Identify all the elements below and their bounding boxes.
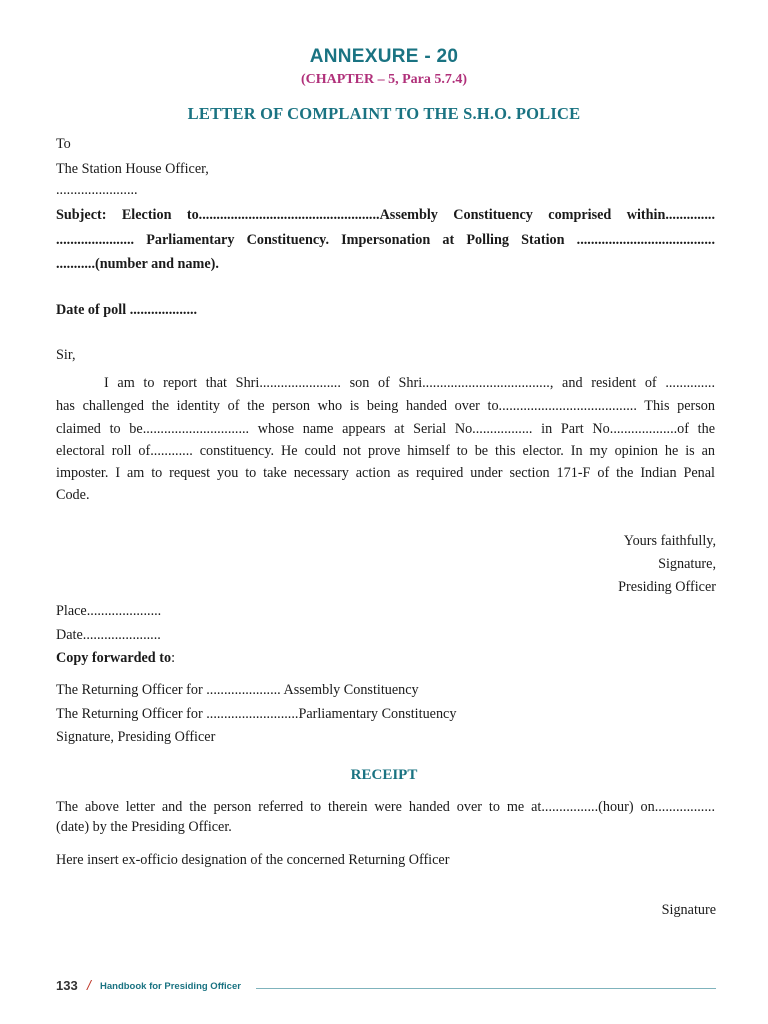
receipt-title: RECEIPT — [350, 767, 418, 783]
footer-divider — [256, 988, 716, 989]
place-field: Place..................... — [56, 603, 162, 619]
closing-yours: Yours faithfully, — [623, 533, 716, 549]
body-line-3: claimed to be.............................. whose name appears at Serial No................. in Part No...................of the — [56, 421, 715, 437]
body-line-2: has challenged the identity of the person who is being handed over to....................................... This person — [56, 398, 715, 414]
body-line-4: electoral roll of............ constituency. He could not prove himself to be this elector. In my opinion he is an — [56, 443, 715, 459]
copy-forwarded-label: Copy forwarded to — [56, 650, 172, 666]
copy-forwarded-heading — [56, 650, 175, 667]
address-blank: ....................... — [56, 182, 138, 198]
body-line-1: I am to report that Shri....................... son of Shri...................................., and resident of .............. — [104, 375, 715, 391]
footer-book-title: Handbook for Presiding Officer — [100, 981, 241, 992]
salutation: Sir, — [56, 347, 76, 363]
footer-separator: / — [87, 977, 91, 993]
copy-forwarded-colon: : — [171, 650, 176, 666]
annexure-label: ANNEXURE - 20 — [309, 46, 459, 67]
date-field: Date...................... — [56, 627, 161, 643]
body-line-5: imposter. I am to request you to take necessary action as required under section 171-F of the Indian Penal — [56, 465, 715, 481]
subject-line-1: Subject: Election to...................................................Assembly Constituency comprised within.............. — [56, 207, 715, 223]
copy-line-3: Signature, Presiding Officer — [56, 729, 216, 745]
page-number: 133 — [56, 978, 78, 993]
address-officer: The Station House Officer, — [56, 161, 209, 177]
receipt-line-3: Here insert ex-officio designation of the concerned Returning Officer — [56, 852, 450, 868]
chapter-reference: (CHAPTER – 5, Para 5.7.4) — [300, 72, 468, 87]
receipt-signature: Signature — [661, 902, 716, 918]
page-title: LETTER OF COMPLAINT TO THE S.H.O. POLICE — [187, 104, 581, 123]
subject-line-3: ...........(number and name). — [56, 256, 219, 272]
closing-signature: Signature, — [658, 556, 716, 572]
copy-line-2: The Returning Officer for ..........................Parliamentary Constituency — [56, 706, 457, 722]
receipt-line-1: The above letter and the person referred to therein were handed over to me at................(hour) on................. — [56, 799, 715, 815]
body-line-6: Code. — [56, 487, 90, 503]
date-of-poll: Date of poll ................... — [56, 302, 198, 318]
copy-line-1: The Returning Officer for ..................... Assembly Constituency — [56, 682, 419, 698]
address-to: To — [56, 136, 71, 152]
closing-officer: Presiding Officer — [618, 579, 716, 595]
subject-line-2: ...................... Parliamentary Constituency. Impersonation at Polling Station ....................................... — [56, 232, 715, 248]
receipt-line-2: (date) by the Presiding Officer. — [56, 819, 232, 835]
